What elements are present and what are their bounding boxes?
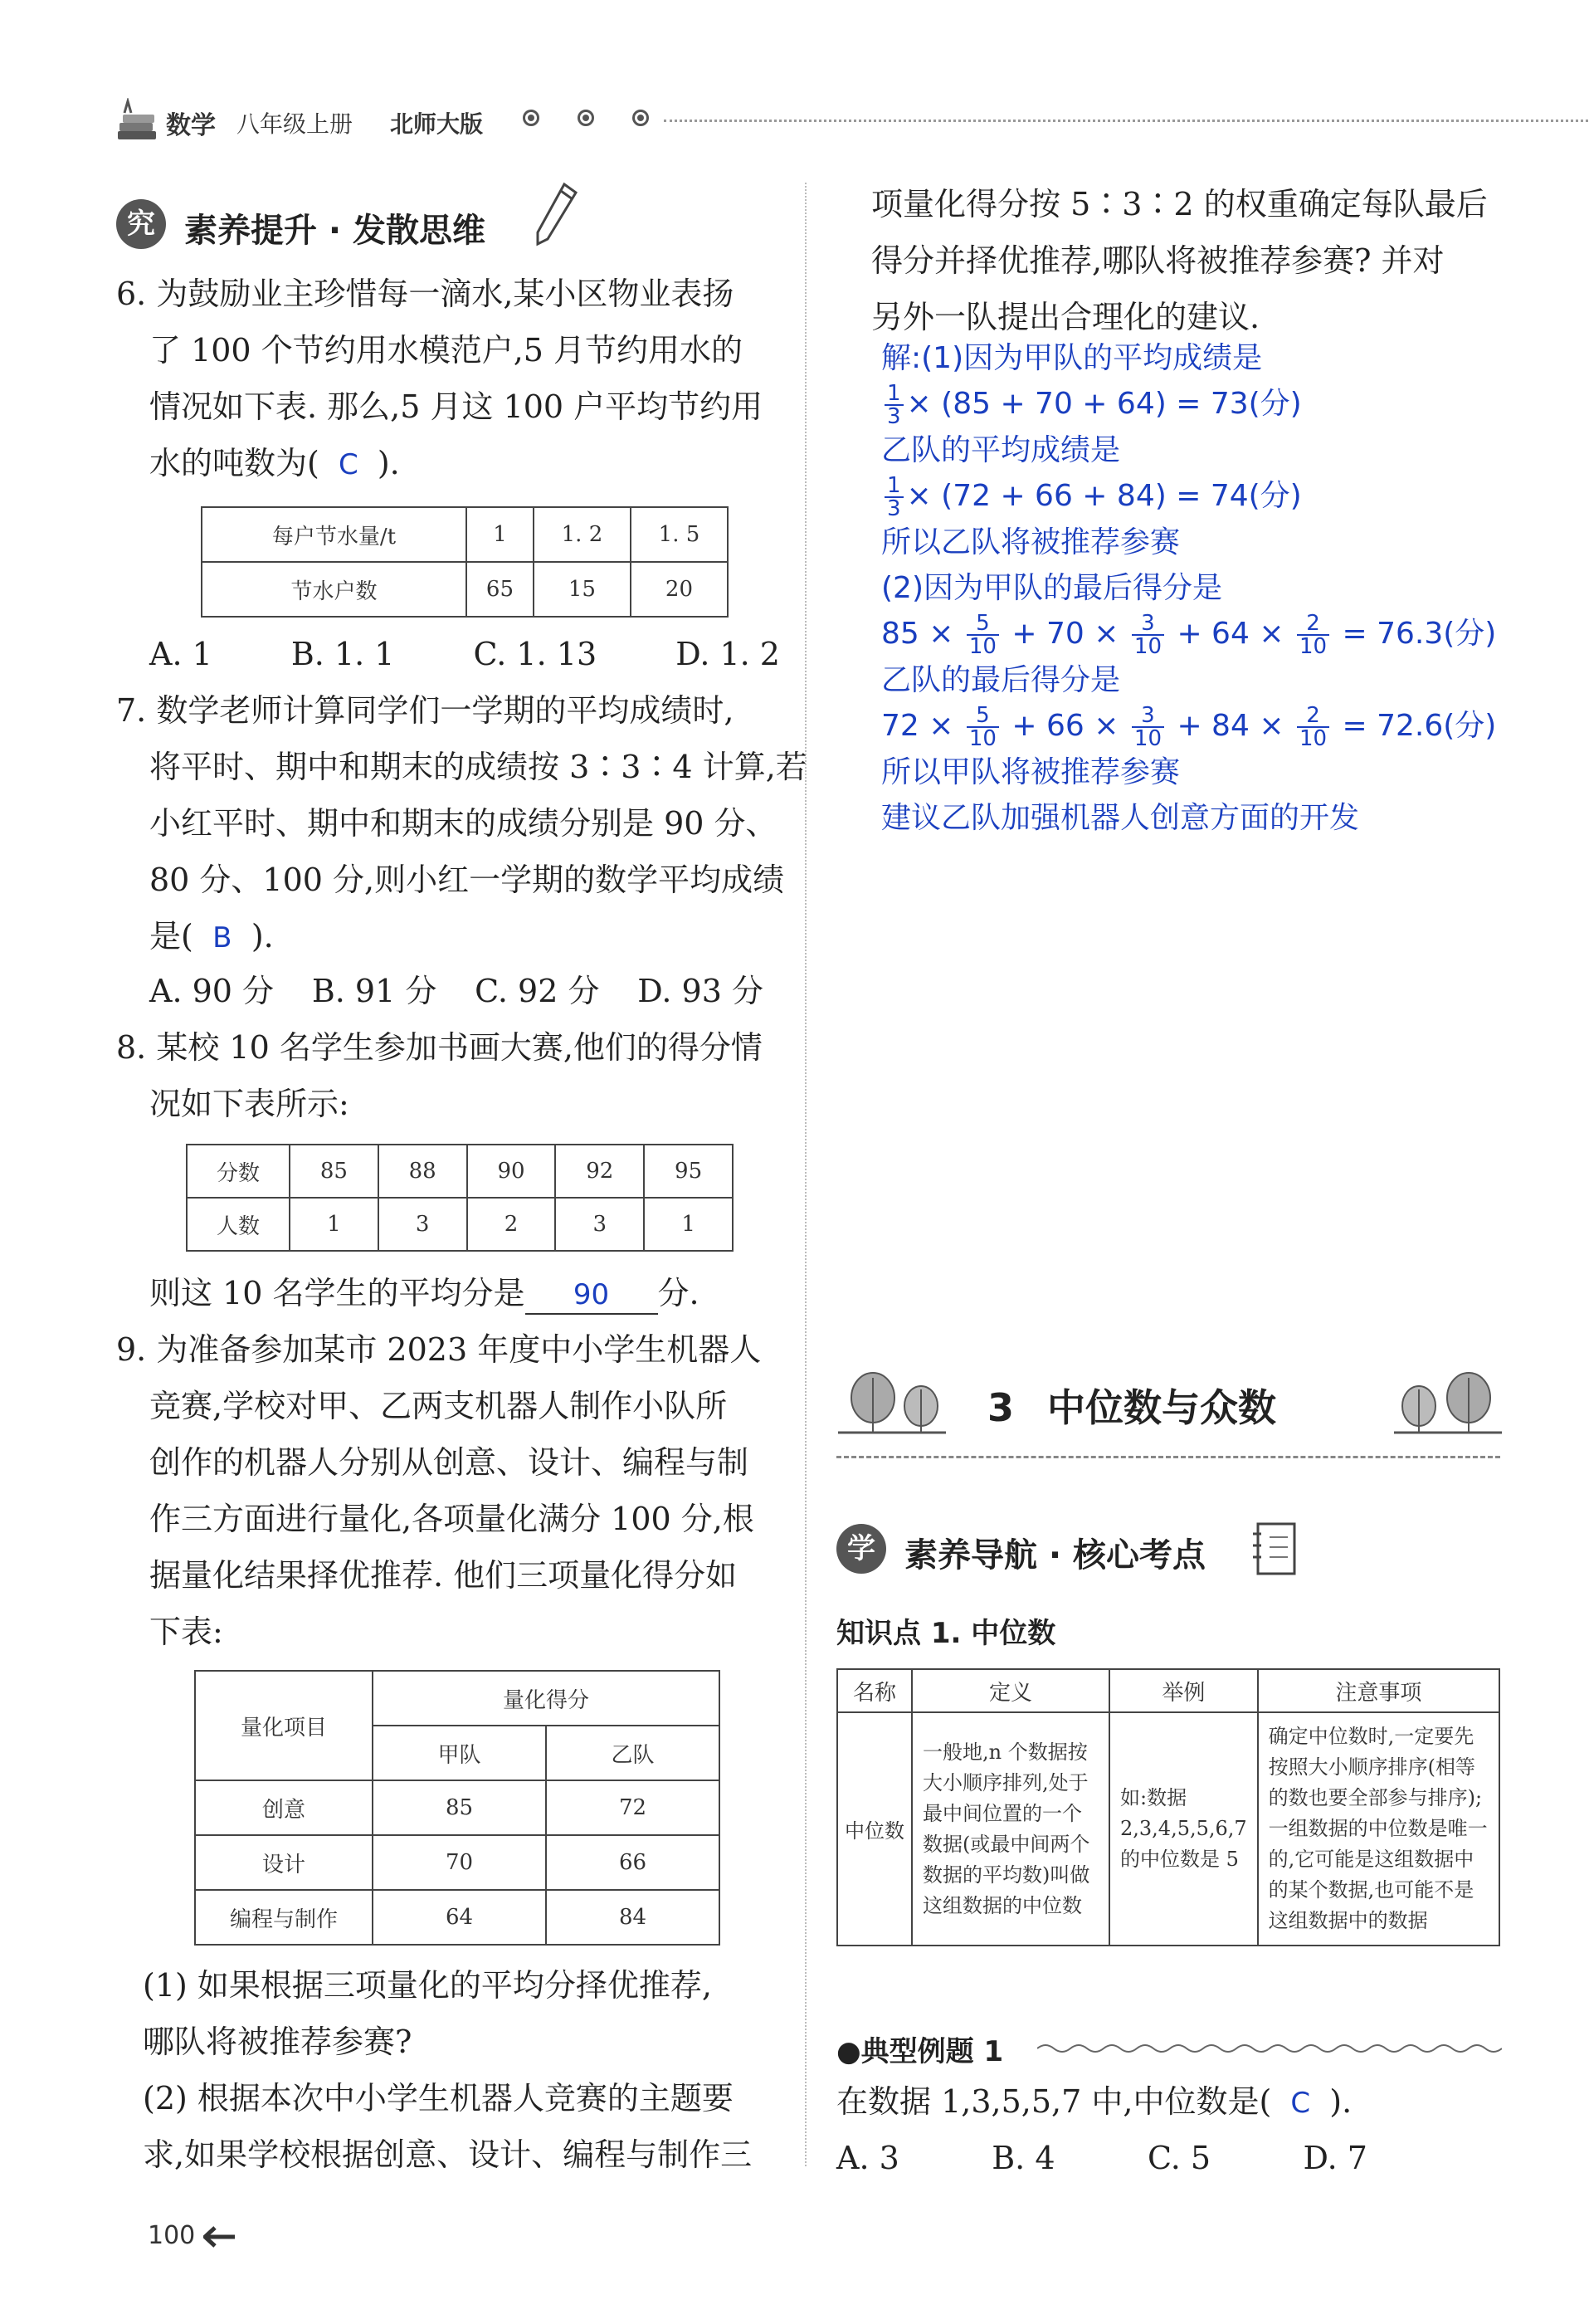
page-header — [116, 98, 1518, 148]
table-cell: 66 — [546, 1835, 719, 1890]
q9-sub-line: 项量化得分按 5∶3∶2 的权重确定每队最后 — [871, 186, 1488, 222]
fraction: $\frac{3}{10}$ — [1132, 613, 1164, 657]
question-9 — [116, 1321, 761, 1660]
q8-line: 8. 某校 10 名学生参加书画大赛,他们的得分情 — [116, 1029, 763, 1066]
solution-line: 所以甲队将被推荐参赛 — [881, 755, 1181, 789]
header-subject: 数学 — [166, 111, 216, 140]
table-cell: 2 — [467, 1198, 556, 1251]
q6-line: 情况如下表. 那么,5 月这 100 户平均节约用 — [149, 388, 763, 425]
chapter-rule — [836, 1456, 1500, 1458]
table-cell: 92 — [555, 1145, 644, 1198]
option-a: A. 1 — [149, 636, 212, 672]
example-answer: C — [1290, 2087, 1311, 2120]
table-cell: 90 — [467, 1145, 556, 1198]
fraction: $\frac{2}{10}$ — [1297, 705, 1329, 749]
q8-table — [186, 1144, 734, 1252]
table-cell: 3 — [555, 1198, 644, 1251]
question-6 — [116, 266, 763, 493]
option-a: A. 3 — [836, 2140, 899, 2176]
solution-line: 乙队的最后得分是 — [881, 663, 1121, 697]
option-b: B. 1. 1 — [290, 636, 395, 672]
q7-line: 80 分、100 分,则小红一学期的数学平均成绩 — [149, 862, 785, 898]
option-c: C. 1. 13 — [473, 636, 597, 672]
option-d: D. 7 — [1303, 2140, 1367, 2176]
fraction: $\frac{2}{10}$ — [1297, 613, 1329, 657]
table-cell: 64 — [373, 1890, 546, 1945]
table-cell: 84 — [546, 1890, 719, 1945]
q9-sub-line: 得分并择优推荐,哪队将被推荐参赛? 并对 — [871, 242, 1445, 279]
tree-icon — [838, 1370, 946, 1436]
option-a: A. 90 分 — [149, 973, 275, 1009]
table-cell: 88 — [378, 1145, 467, 1198]
q6-line: 6. 为鼓励业主珍惜每一滴水,某小区物业表扬 — [116, 276, 734, 312]
table-cell: 设计 — [195, 1835, 373, 1890]
table-cell: 创意 — [195, 1780, 373, 1835]
example-title: ●典型例题 1 — [836, 2035, 1004, 2068]
q7-options — [149, 963, 763, 1019]
solution-line: $\frac{1}{3}$ × (85 + 70 + 64) = 73(分) — [881, 381, 1496, 427]
fraction: $\frac{3}{10}$ — [1132, 705, 1164, 749]
section-badge: 学 — [836, 1524, 886, 1574]
q8-tail: 则这 10 名学生的平均分是 90 分. — [149, 1265, 699, 1321]
q9-line: 作三方面进行量化,各项量化满分 100 分,根 — [149, 1501, 754, 1537]
q9-sub-line: (1) 如果根据三项量化的平均分择优推荐, — [143, 1967, 712, 2004]
tree-icon — [1394, 1370, 1502, 1436]
table-cell: 20 — [631, 562, 728, 617]
table-cell: 编程与制作 — [195, 1890, 373, 1945]
table-cell: 一般地,n 个数据按大小顺序排列,处于最中间位置的一个数据(或最中间两个数据的平均数)叫做这组数据的中位数 — [912, 1712, 1109, 1946]
table-header: 甲队 — [373, 1726, 546, 1780]
q6-options — [149, 626, 780, 682]
option-b: B. 91 分 — [311, 973, 437, 1009]
header-dots — [523, 110, 687, 129]
q7-line: 7. 数学老师计算同学们一学期的平均成绩时, — [116, 692, 734, 729]
table-cell: 1. 2 — [534, 507, 631, 562]
table-cell: 1 — [644, 1198, 733, 1251]
table-cell: 1 — [290, 1198, 378, 1251]
q9-line: 创作的机器人分别从创意、设计、编程与制 — [149, 1444, 749, 1481]
q7-line: 小红平时、期中和期末的成绩分别是 90 分、 — [149, 805, 777, 842]
table-cell: 72 — [546, 1780, 719, 1835]
section-title: 素养导航 · 核心考点 — [904, 1536, 1206, 1575]
solution-line: $\frac{1}{3}$ × (72 + 66 + 84) = 74(分) — [881, 473, 1496, 520]
question-7 — [116, 682, 807, 966]
table-header: 乙队 — [546, 1726, 719, 1780]
chapter-title: 3 中位数与众数 — [987, 1385, 1277, 1430]
q9-sub-1 — [143, 1957, 712, 2070]
option-c: C. 92 分 — [475, 973, 600, 1009]
page-number: 100 — [148, 2221, 236, 2250]
solution-line: 解:(1)因为甲队的平均成绩是 — [881, 341, 1263, 375]
table-cell: 70 — [373, 1835, 546, 1890]
table-cell: 85 — [290, 1145, 378, 1198]
section-title: 素养提升 · 发散思维 — [184, 212, 486, 250]
book-stack-icon — [116, 98, 163, 144]
header-edition: 北师大版 — [390, 110, 484, 138]
solution-line: 所以乙队将被推荐参赛 — [881, 525, 1181, 559]
solution-line: 72 × $\frac{5}{10}$ + 66 × $\frac{3}{10}$ + 84 × $\frac{2}{10}$ = 72.6(分) — [881, 703, 1497, 751]
section-banner-left — [116, 199, 581, 252]
q8-line: 况如下表所示: — [149, 1086, 349, 1122]
q9-line: 9. 为准备参加某市 2023 年度中小学生机器人 — [116, 1331, 762, 1368]
table-header: 量化得分 — [373, 1671, 719, 1726]
fraction: $\frac{1}{3}$ — [885, 475, 904, 520]
option-c: C. 5 — [1147, 2140, 1211, 2176]
fraction: $\frac{5}{10}$ — [967, 705, 999, 749]
header-rule — [664, 120, 1589, 122]
table-cell: 如:数据 2,3,4,5,5,6,7 的中位数是 5 — [1109, 1712, 1258, 1946]
solution-line: 85 × $\frac{5}{10}$ + 70 × $\frac{3}{10}$ + 64 × $\frac{2}{10}$ = 76.3(分) — [881, 611, 1497, 659]
q9-sub-2-continued — [871, 176, 1488, 345]
example-question: 在数据 1,3,5,5,7 中,中位数是( C ). — [836, 2073, 1352, 2131]
section-banner-right — [836, 1524, 1301, 1577]
solution-line: (2)因为甲队的最后得分是 — [881, 571, 1222, 605]
q9-line: 竞赛,学校对甲、乙两支机器人制作小队所 — [149, 1388, 728, 1424]
q9-sub-2 — [143, 2070, 752, 2183]
q9-line: 下表: — [149, 1614, 223, 1650]
table-header: 名称 — [837, 1669, 912, 1712]
fraction: $\frac{5}{10}$ — [967, 613, 999, 657]
arrow-left-icon — [203, 2226, 236, 2248]
table-cell: 节水户数 — [202, 562, 466, 617]
table-cell: 3 — [378, 1198, 467, 1251]
q6-table — [201, 506, 729, 618]
knowledge-title: 知识点 1. 中位数 — [836, 1617, 1056, 1650]
q9-sub-line: (2) 根据本次中小学生机器人竞赛的主题要 — [143, 2080, 734, 2116]
fraction: $\frac{1}{3}$ — [885, 383, 904, 427]
section-badge: 究 — [116, 199, 166, 249]
option-d: D. 1. 2 — [675, 636, 780, 672]
table-cell: 85 — [373, 1780, 546, 1835]
table-cell: 95 — [644, 1145, 733, 1198]
table-cell: 1. 5 — [631, 507, 728, 562]
table-cell: 65 — [466, 562, 534, 617]
q9-sub-line: 求,如果学校根据创意、设计、编程与制作三 — [143, 2136, 753, 2173]
pencil-icon — [531, 181, 581, 247]
table-cell: 每户节水量/t — [202, 507, 466, 562]
table-header: 定义 — [912, 1669, 1109, 1712]
table-cell: 15 — [534, 562, 631, 617]
header-grade: 八年级上册 — [236, 110, 353, 138]
q7-line: 是( B ). — [116, 908, 807, 966]
example-options — [836, 2130, 1367, 2186]
table-header: 量化项目 — [195, 1671, 373, 1780]
wavy-rule — [1037, 2040, 1502, 2057]
solution-line: 乙队的平均成绩是 — [881, 433, 1121, 467]
table-cell: 分数 — [187, 1145, 290, 1198]
table-header: 举例 — [1109, 1669, 1258, 1712]
table-header: 注意事项 — [1258, 1669, 1499, 1712]
q6-line: 了 100 个节约用水模范户,5 月节约用水的 — [149, 332, 743, 369]
q6-line: 水的吨数为( C ). — [116, 435, 763, 493]
table-cell: 人数 — [187, 1198, 290, 1251]
solution-line: 建议乙队加强机器人创意方面的开发 — [881, 801, 1360, 835]
q6-answer: C — [338, 448, 358, 481]
question-8 — [116, 1019, 763, 1132]
column-divider — [805, 183, 807, 2166]
table-cell: 中位数 — [837, 1712, 912, 1946]
solution — [881, 335, 1496, 841]
q8-answer: 90 — [525, 1277, 658, 1315]
knowledge-table — [836, 1668, 1500, 1946]
option-b: B. 4 — [992, 2140, 1055, 2176]
q9-line: 据量化结果择优推荐. 他们三项量化得分如 — [149, 1557, 738, 1594]
option-d: D. 93 分 — [637, 973, 763, 1009]
q7-line: 将平时、期中和期末的成绩按 3∶3∶4 计算,若 — [149, 749, 807, 785]
table-cell: 确定中位数时,一定要先按照大小顺序排序(相等的数也要全部参与排序);一组数据的中位数是唯一的,它可能是这组数据中的某个数据,也可能不是这组数据中的数据 — [1258, 1712, 1499, 1946]
q9-table — [194, 1670, 720, 1946]
table-cell: 1 — [466, 507, 534, 562]
q9-sub-line: 哪队将被推荐参赛? — [143, 2024, 412, 2060]
q9-sub-line: 另外一队提出合理化的建议. — [871, 299, 1260, 335]
q7-answer: B — [212, 921, 232, 954]
notebook-icon — [1251, 1521, 1301, 1579]
